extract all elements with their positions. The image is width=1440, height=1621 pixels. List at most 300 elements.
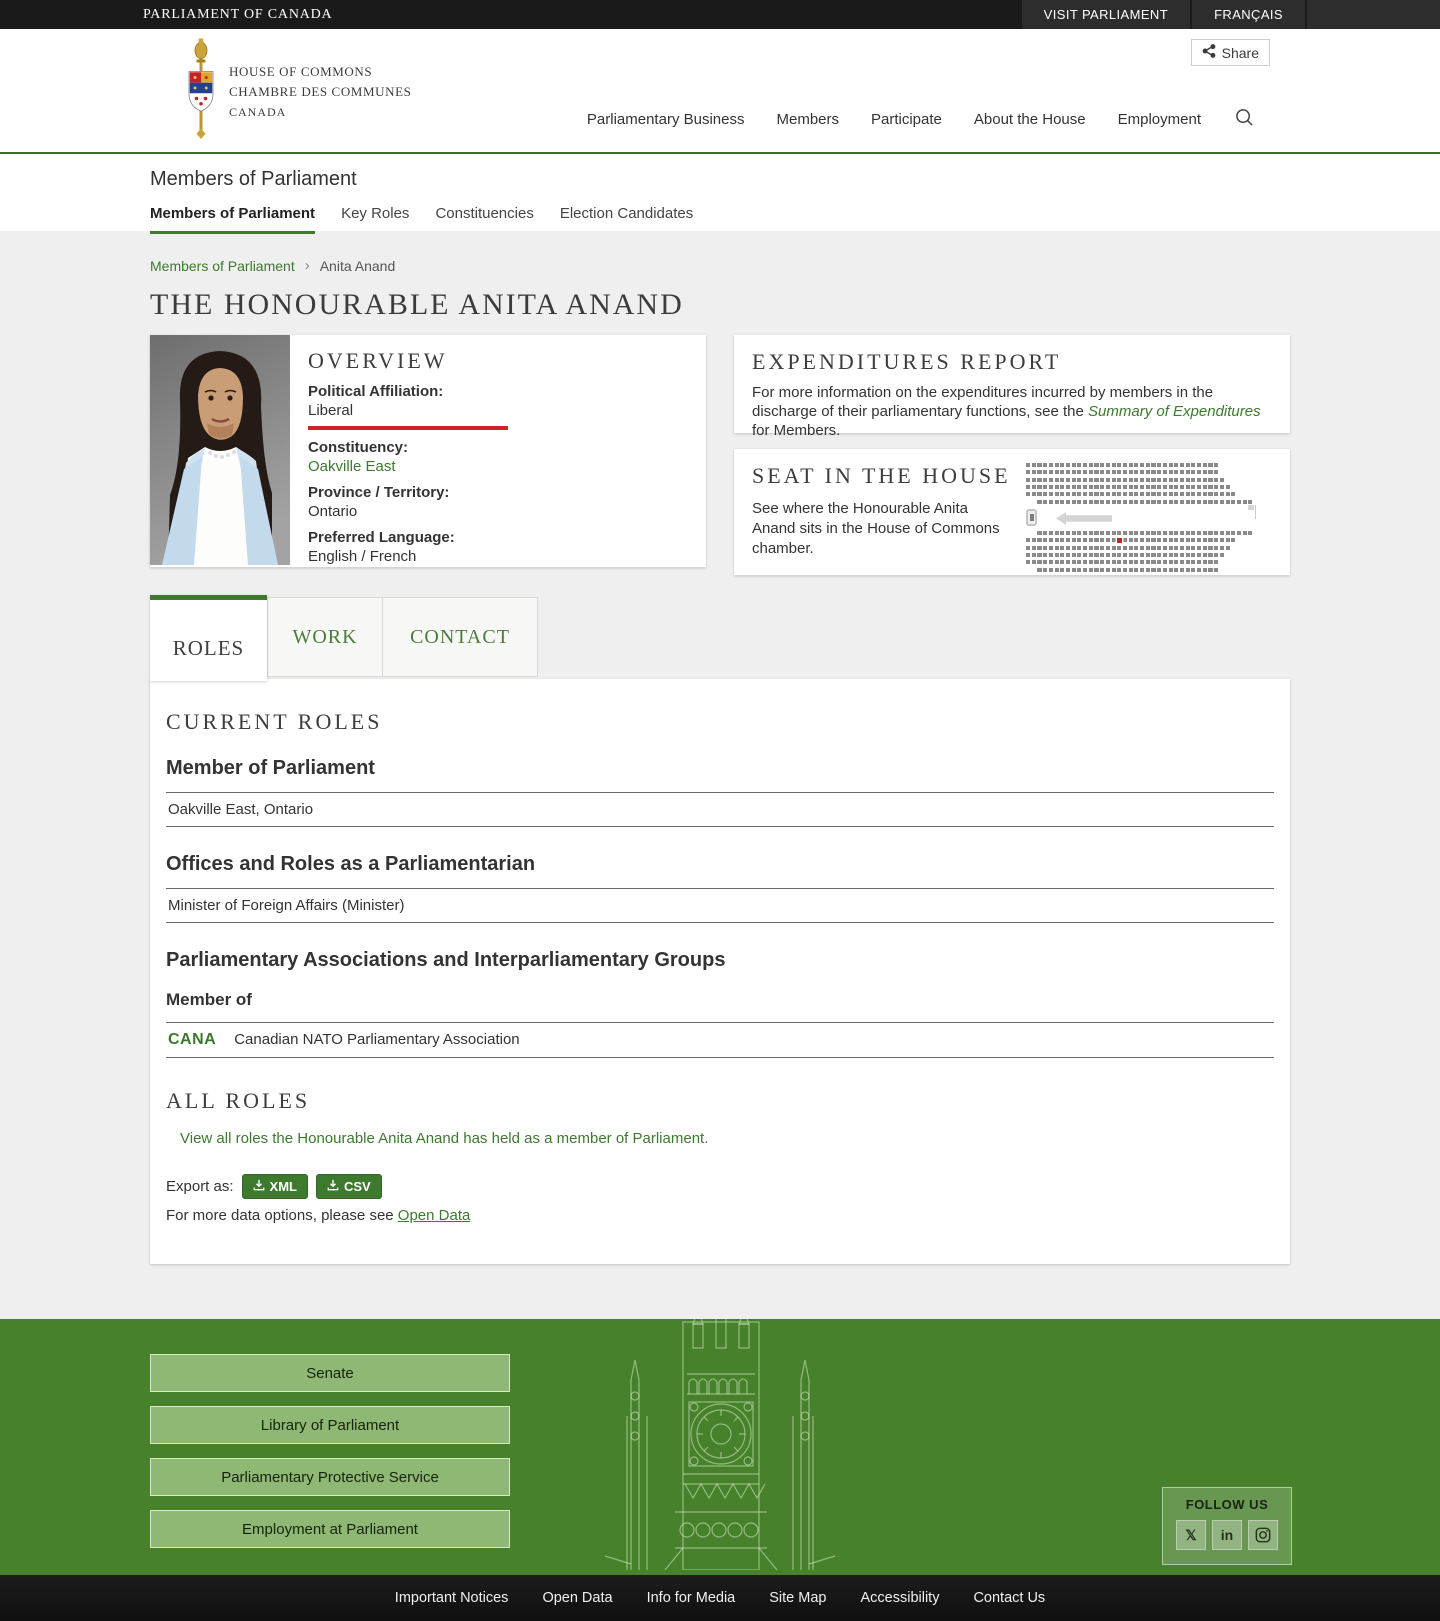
chamber-seat: [1140, 553, 1144, 557]
nav-employment[interactable]: Employment: [1117, 110, 1201, 128]
chamber-seat: [1117, 478, 1121, 482]
chamber-seat: [1180, 500, 1184, 504]
view-all-roles-link[interactable]: View all roles the Honourable Anita Anand has held as a member of Parliament.: [180, 1130, 709, 1147]
chamber-seat: [1186, 492, 1190, 496]
chamber-seat: [1106, 568, 1110, 572]
parliamentary-protective-service-button[interactable]: Parliamentary Protective Service: [150, 1458, 510, 1496]
chamber-seat: [1083, 538, 1087, 542]
chamber-seat: [1140, 463, 1144, 467]
chamber-seat: [1186, 478, 1190, 482]
nav-parliamentary-business[interactable]: Parliamentary Business: [586, 110, 745, 128]
chamber-seat: [1037, 463, 1041, 467]
chamber-seat: [1163, 470, 1167, 474]
province-label: Province / Territory:: [308, 484, 450, 501]
chamber-seat: [1112, 546, 1116, 550]
chamber-seat: [1055, 560, 1059, 564]
x-twitter-icon[interactable]: [1176, 1520, 1206, 1550]
chamber-seat: [1055, 463, 1059, 467]
chamber-seat: [1060, 531, 1064, 535]
chamber-seat: [1043, 492, 1047, 496]
chamber-seat: [1157, 492, 1161, 496]
chamber-seat: [1083, 463, 1087, 467]
chamber-seat: [1083, 560, 1087, 564]
export-xml-label: XML: [269, 1179, 297, 1194]
subnav-constituencies[interactable]: Constituencies: [435, 205, 534, 222]
expenditures-text-after: for Members.: [752, 422, 841, 439]
chamber-seat: [1043, 538, 1047, 542]
chamber-seat: [1066, 546, 1070, 550]
chamber-seat: [1151, 546, 1155, 550]
chamber-seat: [1032, 560, 1036, 564]
chamber-seat: [1100, 553, 1104, 557]
search-button[interactable]: [1235, 108, 1254, 130]
chamber-seat: [1094, 478, 1098, 482]
chamber-seat: [1157, 553, 1161, 557]
chamber-seat: [1106, 538, 1110, 542]
subnav-key-roles[interactable]: Key Roles: [341, 205, 410, 222]
chamber-seat: [1037, 485, 1041, 489]
chamber-seat: [1197, 568, 1201, 572]
top-utility-bar: [0, 0, 1440, 29]
chamber-seat: [1077, 546, 1081, 550]
chamber-seat: [1146, 546, 1150, 550]
chamber-seat: [1049, 492, 1053, 496]
chamber-seat: [1146, 463, 1150, 467]
chamber-seat: [1117, 560, 1121, 564]
chamber-seat: [1083, 478, 1087, 482]
visit-parliament-link[interactable]: VISIT PARLIAMENT: [1020, 0, 1190, 29]
chamber-seat: [1043, 560, 1047, 564]
chamber-seat: [1032, 546, 1036, 550]
chamber-seat: [1089, 463, 1093, 467]
chamber-seat: [1072, 492, 1076, 496]
chamber-seat: [1072, 478, 1076, 482]
chamber-seat: [1089, 568, 1093, 572]
chamber-seat: [1123, 538, 1127, 542]
export-row: [166, 1174, 1274, 1199]
chamber-seat: [1072, 463, 1076, 467]
linkedin-glyph: in: [1220, 1527, 1234, 1543]
chamber-seat: [1186, 568, 1190, 572]
chamber-seat: [1037, 492, 1041, 496]
chamber-seat: [1214, 463, 1218, 467]
chamber-seat: [1112, 531, 1116, 535]
chamber-seat: [1186, 470, 1190, 474]
chamber-seat: [1157, 560, 1161, 564]
chamber-seat: [1146, 492, 1150, 496]
chamber-seat: [1026, 492, 1030, 496]
chamber-seat: [1100, 470, 1104, 474]
chamber-seat: [1112, 500, 1116, 504]
chamber-seat: [1226, 538, 1230, 542]
chamber-seat: [1123, 492, 1127, 496]
chamber-seat: [1197, 538, 1201, 542]
page-title: THE HONOURABLE ANITA ANAND: [150, 288, 684, 321]
chamber-seat: [1089, 538, 1093, 542]
chamber-seat: [1214, 553, 1218, 557]
chamber-seat: [1197, 463, 1201, 467]
footer-links-bar: [0, 1575, 1440, 1621]
chamber-seat: [1208, 531, 1212, 535]
chamber-seat: [1157, 485, 1161, 489]
chamber-seat: [1037, 553, 1041, 557]
chamber-seat: [1049, 538, 1053, 542]
current-roles-title: CURRENT ROLES: [166, 709, 383, 734]
chamber-seat: [1077, 500, 1081, 504]
chamber-seat: [1089, 500, 1093, 504]
chamber-seat: [1174, 463, 1178, 467]
chamber-seat: [1094, 546, 1098, 550]
chamber-seat: [1151, 478, 1155, 482]
chamber-seat: [1203, 546, 1207, 550]
chamber-seat: [1123, 531, 1127, 535]
chamber-seat: [1197, 492, 1201, 496]
summary-of-expenditures-link[interactable]: Summary of Expenditures: [1088, 403, 1261, 420]
chamber-seat: [1100, 568, 1104, 572]
chamber-seat: [1117, 500, 1121, 504]
chamber-seat: [1094, 560, 1098, 564]
chamber-seat: [1089, 531, 1093, 535]
chamber-seat: [1146, 485, 1150, 489]
language-toggle-francais[interactable]: FRANÇAIS: [1190, 0, 1305, 29]
chamber-seat: [1129, 470, 1133, 474]
info-for-media-link[interactable]: Info for Media: [646, 1590, 736, 1606]
nav-participate[interactable]: Participate: [871, 110, 942, 128]
chamber-seat: [1163, 553, 1167, 557]
chamber-seat: [1026, 560, 1030, 564]
chamber-seat: [1180, 531, 1184, 535]
chamber-seat: [1049, 531, 1053, 535]
constituency-link[interactable]: Oakville East: [308, 458, 396, 475]
chamber-seat: [1134, 560, 1138, 564]
chamber-seat: [1163, 500, 1167, 504]
offices-heading: Offices and Roles as a Parliamentarian: [166, 853, 536, 875]
seat-card-left: [752, 463, 1014, 575]
chamber-seat: [1248, 500, 1252, 504]
open-data-link[interactable]: Open Data: [397, 1207, 471, 1224]
mace-flag-icon: [1248, 505, 1256, 519]
important-notices-link[interactable]: Important Notices: [394, 1590, 509, 1606]
chamber-seat: [1032, 470, 1036, 474]
download-icon: [327, 1179, 339, 1194]
chamber-seat: [1077, 531, 1081, 535]
chamber-seat: [1163, 531, 1167, 535]
chamber-seat: [1089, 478, 1093, 482]
chamber-seat: [1203, 492, 1207, 496]
chamber-seat: [1072, 538, 1076, 542]
chamber-seat: [1066, 553, 1070, 557]
chamber-seat: [1226, 531, 1230, 535]
chamber-seat: [1174, 492, 1178, 496]
chamber-seat: [1026, 463, 1030, 467]
chamber-seat: [1072, 500, 1076, 504]
chamber-seat: [1049, 478, 1053, 482]
chamber-seat: [1174, 560, 1178, 564]
chamber-seat: [1060, 485, 1064, 489]
chamber-seat: [1055, 485, 1059, 489]
open-data-footer-link[interactable]: Open Data: [542, 1590, 613, 1606]
chamber-seat: [1106, 531, 1110, 535]
chamber-seat: [1220, 500, 1224, 504]
affiliation-value: Liberal: [308, 402, 354, 419]
chamber-seat: [1157, 546, 1161, 550]
chamber-seat: [1203, 478, 1207, 482]
party-color-bar: [308, 426, 508, 430]
chamber-seat: [1197, 560, 1201, 564]
chamber-seat: [1151, 463, 1155, 467]
export-xml-button[interactable]: [242, 1174, 308, 1199]
chamber-seat: [1094, 492, 1098, 496]
share-icon: [1202, 44, 1216, 61]
chamber-seat: [1208, 546, 1212, 550]
chamber-seat: [1174, 546, 1178, 550]
seat-map[interactable]: [1026, 463, 1258, 575]
linkedin-icon[interactable]: [1212, 1520, 1242, 1550]
chamber-seat: [1191, 470, 1195, 474]
tab-contact[interactable]: CONTACT: [383, 597, 538, 677]
chamber-seat: [1208, 470, 1212, 474]
chamber-seat: [1089, 553, 1093, 557]
chamber-seat: [1169, 560, 1173, 564]
tab-roles[interactable]: ROLES: [150, 595, 267, 681]
chamber-seat: [1123, 568, 1127, 572]
chamber-seat: [1186, 531, 1190, 535]
chamber-seat: [1203, 553, 1207, 557]
instagram-icon[interactable]: [1248, 1520, 1278, 1550]
chamber-seat: [1151, 568, 1155, 572]
nav-about-the-house[interactable]: About the House: [973, 110, 1086, 128]
chamber-seat: [1174, 568, 1178, 572]
chamber-seat: [1151, 500, 1155, 504]
chamber-seat: [1072, 546, 1076, 550]
nav-members[interactable]: Members: [776, 110, 839, 128]
chamber-seat: [1157, 478, 1161, 482]
chamber-seat: [1129, 531, 1133, 535]
senate-button[interactable]: Senate: [150, 1354, 510, 1392]
chamber-seat: [1157, 463, 1161, 467]
chamber-seat: [1129, 500, 1133, 504]
chamber-seat: [1043, 568, 1047, 572]
chamber-seat: [1191, 546, 1195, 550]
x-glyph: 𝕏: [1185, 1526, 1197, 1543]
chamber-seat: [1140, 531, 1144, 535]
chamber-seat: [1134, 546, 1138, 550]
chamber-seat: [1060, 500, 1064, 504]
chamber-seat: [1197, 500, 1201, 504]
chamber-seat: [1157, 538, 1161, 542]
accessibility-link[interactable]: Accessibility: [860, 1590, 940, 1606]
chamber-seat: [1214, 560, 1218, 564]
chamber-seat: [1060, 568, 1064, 572]
seat-description: See where the Honourable Anita Anand sits in the House of Commons chamber.: [752, 500, 1000, 557]
chamber-seat: [1072, 553, 1076, 557]
chamber-seat: [1129, 553, 1133, 557]
logo-line-canada: CANADA: [229, 104, 287, 119]
chamber-seat: [1169, 470, 1173, 474]
member-seat-highlight: [1117, 538, 1122, 543]
overview-card: [150, 335, 706, 567]
section-title: Members of Parliament: [150, 168, 357, 190]
chamber-seat: [1220, 553, 1224, 557]
chamber-seat: [1117, 463, 1121, 467]
chamber-seat: [1077, 470, 1081, 474]
chamber-seat: [1123, 470, 1127, 474]
chamber-seat: [1220, 531, 1224, 535]
chamber-seat: [1026, 553, 1030, 557]
primary-navigation: [587, 108, 1254, 130]
chamber-seat: [1037, 478, 1041, 482]
search-icon: [1235, 108, 1254, 130]
chamber-seat: [1112, 538, 1116, 542]
chamber-seat: [1106, 463, 1110, 467]
chamber-seat: [1157, 470, 1161, 474]
tab-work[interactable]: WORK: [267, 597, 383, 677]
chamber-seat: [1066, 478, 1070, 482]
chamber-seat: [1169, 553, 1173, 557]
chamber-seat: [1214, 478, 1218, 482]
chamber-seat: [1106, 546, 1110, 550]
breadcrumb-members-link[interactable]: Members of Parliament: [150, 257, 295, 274]
subnav-members-of-parliament[interactable]: Members of Parliament: [150, 205, 315, 234]
chamber-seat: [1100, 538, 1104, 542]
language-label: Preferred Language:: [308, 529, 455, 546]
chamber-seat: [1151, 492, 1155, 496]
site-map-link[interactable]: Site Map: [769, 1590, 827, 1606]
chamber-seat: [1060, 478, 1064, 482]
chamber-seat: [1129, 560, 1133, 564]
chamber-seat: [1106, 500, 1110, 504]
association-name: Canadian NATO Parliamentary Association: [234, 1031, 520, 1048]
chamber-seat: [1197, 531, 1201, 535]
chamber-seat: [1180, 485, 1184, 489]
chamber-seat: [1072, 470, 1076, 474]
share-button[interactable]: [1191, 39, 1270, 66]
chamber-seat: [1186, 553, 1190, 557]
chamber-seat: [1123, 546, 1127, 550]
chamber-seat: [1140, 492, 1144, 496]
chamber-seat: [1169, 546, 1173, 550]
chamber-seat: [1094, 568, 1098, 572]
chamber-seat: [1214, 531, 1218, 535]
chamber-seat: [1169, 485, 1173, 489]
chamber-seat: [1180, 463, 1184, 467]
chamber-seat: [1169, 463, 1173, 467]
chamber-seat: [1060, 470, 1064, 474]
chamber-seat: [1083, 485, 1087, 489]
chamber-seat: [1083, 546, 1087, 550]
chamber-seat: [1134, 538, 1138, 542]
chamber-seat: [1214, 470, 1218, 474]
library-of-parliament-button[interactable]: Library of Parliament: [150, 1406, 510, 1444]
chamber-seat: [1032, 485, 1036, 489]
chamber-seat: [1117, 492, 1121, 496]
main-content: [0, 231, 1440, 1319]
chamber-seat: [1180, 560, 1184, 564]
chamber-seat: [1106, 478, 1110, 482]
chamber-seat: [1106, 553, 1110, 557]
chamber-seat: [1032, 478, 1036, 482]
profile-cards-row: [150, 335, 1290, 575]
chamber-seat: [1123, 478, 1127, 482]
chamber-seat: [1191, 492, 1195, 496]
chamber-seat: [1191, 485, 1195, 489]
expenditures-text-before: For more information on the expenditures incurred by members in the discharge of their parliamentary functions, see the: [752, 384, 1214, 420]
chamber-seat: [1134, 470, 1138, 474]
chamber-seat: [1117, 546, 1121, 550]
chamber-seat: [1043, 531, 1047, 535]
chamber-seat: [1191, 553, 1195, 557]
chamber-seat: [1037, 500, 1041, 504]
clerk-table-icon: [1056, 512, 1112, 525]
chamber-seat: [1055, 546, 1059, 550]
chamber-seat: [1134, 568, 1138, 572]
chamber-seat: [1186, 463, 1190, 467]
chamber-seat: [1026, 485, 1030, 489]
chamber-seat: [1180, 492, 1184, 496]
chamber-seat: [1100, 463, 1104, 467]
member-photo: [150, 335, 290, 565]
chamber-seat: [1100, 485, 1104, 489]
association-code: CANA: [168, 1031, 217, 1048]
chamber-seat: [1214, 568, 1218, 572]
chamber-seat: [1032, 463, 1036, 467]
chamber-seat: [1089, 485, 1093, 489]
chamber-seat: [1077, 463, 1081, 467]
contact-us-link[interactable]: Contact Us: [973, 1590, 1046, 1606]
chamber-seat: [1072, 568, 1076, 572]
chamber-seat: [1072, 485, 1076, 489]
export-csv-button[interactable]: [316, 1174, 382, 1199]
chamber-seat: [1089, 492, 1093, 496]
chamber-seat: [1129, 485, 1133, 489]
chamber-seat: [1066, 531, 1070, 535]
chamber-seat: [1208, 538, 1212, 542]
chamber-seat: [1208, 485, 1212, 489]
chamber-seat: [1191, 463, 1195, 467]
topbar-filler: [1305, 0, 1440, 29]
chamber-seat: [1083, 492, 1087, 496]
chamber-seat: [1123, 553, 1127, 557]
chamber-seat: [1140, 546, 1144, 550]
chamber-seat: [1197, 546, 1201, 550]
chamber-seat: [1026, 478, 1030, 482]
chamber-seat: [1180, 553, 1184, 557]
chamber-seat: [1077, 492, 1081, 496]
chamber-seat: [1060, 492, 1064, 496]
all-roles-title: ALL ROLES: [166, 1088, 311, 1113]
top-utility-links: [1020, 0, 1440, 29]
chamber-seat: [1043, 470, 1047, 474]
chamber-seat: [1117, 531, 1121, 535]
chamber-seat: [1214, 492, 1218, 496]
chamber-seat: [1146, 478, 1150, 482]
chamber-seat: [1203, 485, 1207, 489]
site-footer: [0, 1319, 1440, 1621]
speaker-chair-icon: [1026, 509, 1037, 526]
chamber-seat: [1226, 546, 1230, 550]
chamber-seat: [1032, 538, 1036, 542]
chamber-seat: [1094, 485, 1098, 489]
chamber-seat: [1094, 463, 1098, 467]
subnav-election-candidates[interactable]: Election Candidates: [559, 205, 694, 222]
chamber-seat: [1180, 470, 1184, 474]
chamber-seat: [1066, 500, 1070, 504]
chamber-seat: [1055, 492, 1059, 496]
chamber-seat: [1191, 560, 1195, 564]
house-of-commons-logo[interactable]: [183, 37, 411, 144]
employment-at-parliament-button[interactable]: Employment at Parliament: [150, 1510, 510, 1548]
chamber-seat: [1220, 492, 1224, 496]
